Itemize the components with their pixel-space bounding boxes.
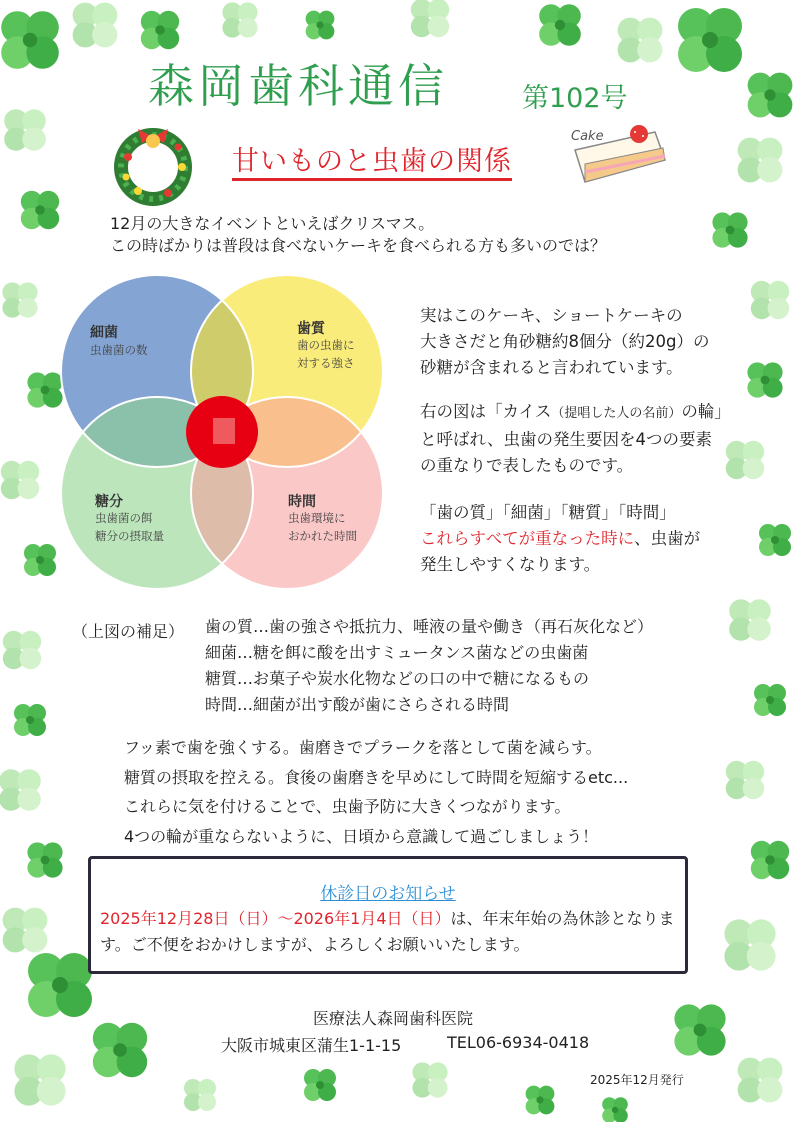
tip-line: フッ素で歯を強くする。歯磨きでプラークを落として菌を減らす。: [124, 738, 602, 757]
venn-label-time: 時間: [288, 494, 316, 510]
notice-dates: 2025年12月28日（日）～2026年1月4日（日）: [100, 909, 451, 928]
supplement-item: 糖質…お菓子や炭水化物などの口の中で糖になるもの: [205, 669, 590, 688]
supplement-list: [205, 614, 653, 718]
newsletter-title: 森岡歯科通信: [148, 59, 448, 113]
cake-sugar-paragraph: 実はこのケーキ、ショートケーキの 大きさだと角砂糖約8個分（約20g）の 砂糖が含まれると言われています。: [420, 306, 710, 377]
venn-sub-time: 虫歯環境に おかれた時間: [288, 511, 357, 543]
supplement-item: 歯の質…歯の強さや抵抗力、唾液の量や働き（再石灰化など）: [205, 617, 654, 636]
keyes-venn-diagram: [55, 270, 425, 600]
holiday-notice-box: [88, 856, 688, 974]
venn-sub-tooth: 歯の虫歯に 対する強さ: [297, 338, 355, 370]
supplement-label: （上図の補足）: [72, 622, 185, 641]
supplement-item: 細菌…糖を餌に酸を出すミュータンス菌などの虫歯菌: [205, 643, 589, 662]
venn-label-tooth: 歯質: [297, 321, 325, 337]
intro-text: [110, 213, 606, 257]
headline: 甘いものと虫歯の関係: [232, 146, 512, 181]
tip-line: 4つの輪が重ならないように、日頃から意識して過ごしましょう！: [124, 826, 599, 846]
cake-label: Cake: [571, 129, 604, 144]
intro-line-2: この時ばかりは普段は食べないケーキを食べられる方も多いのでは？: [110, 236, 607, 255]
venn-sub-bacteria: 虫歯菌の数: [90, 343, 148, 357]
overlap-paragraph: 「歯の質」「細菌」「糖質」「時間」 これらすべてが重なった時に、虫歯が 発生しやすくなります。: [420, 503, 701, 574]
venn-label-sugar: 糖分: [95, 494, 123, 510]
supplement-item: 時間…細菌が出す酸が歯にさらされる時間: [205, 695, 510, 714]
issue-number: 第102号: [522, 83, 628, 114]
prevention-tips: [124, 733, 628, 851]
tip-line: これらに気を付けることで、虫歯予防に大きくつながります。: [124, 797, 571, 816]
intro-line-1: 12月の大きなイベントといえばクリスマス。: [110, 214, 435, 233]
issue-date: 2025年12月発行: [590, 1073, 684, 1087]
notice-body: 2025年12月28日（日）～2026年1月4日（日）は、年末年始の為休診となりま す。ご不便をおかけしますが、よろしくお願いいたします。: [100, 909, 675, 954]
cake-icon: [565, 120, 675, 195]
christmas-wreath-icon: [108, 117, 198, 207]
venn-label-bacteria: 細菌: [90, 325, 118, 341]
clinic-name: 医療法人森岡歯科医院: [313, 1009, 474, 1028]
keyes-paragraph: 右の図は「カイス（提唱した人の名前）の輪」 と呼ばれ、虫歯の発生要因を4つの要素 の重なりで表したものです。: [420, 402, 731, 475]
tip-line: 糖質の摂取を控える。食後の歯磨きを早めにして時間を短縮するetc...: [124, 767, 629, 787]
clinic-address: 大阪市城東区蒲生1-1-15: [221, 1036, 402, 1055]
clinic-phone: TEL06-6934-0418: [447, 1033, 590, 1052]
notice-title: 休診日のお知らせ: [320, 884, 456, 904]
venn-sub-sugar: 虫歯菌の餌 糖分の摂取量: [95, 511, 164, 543]
